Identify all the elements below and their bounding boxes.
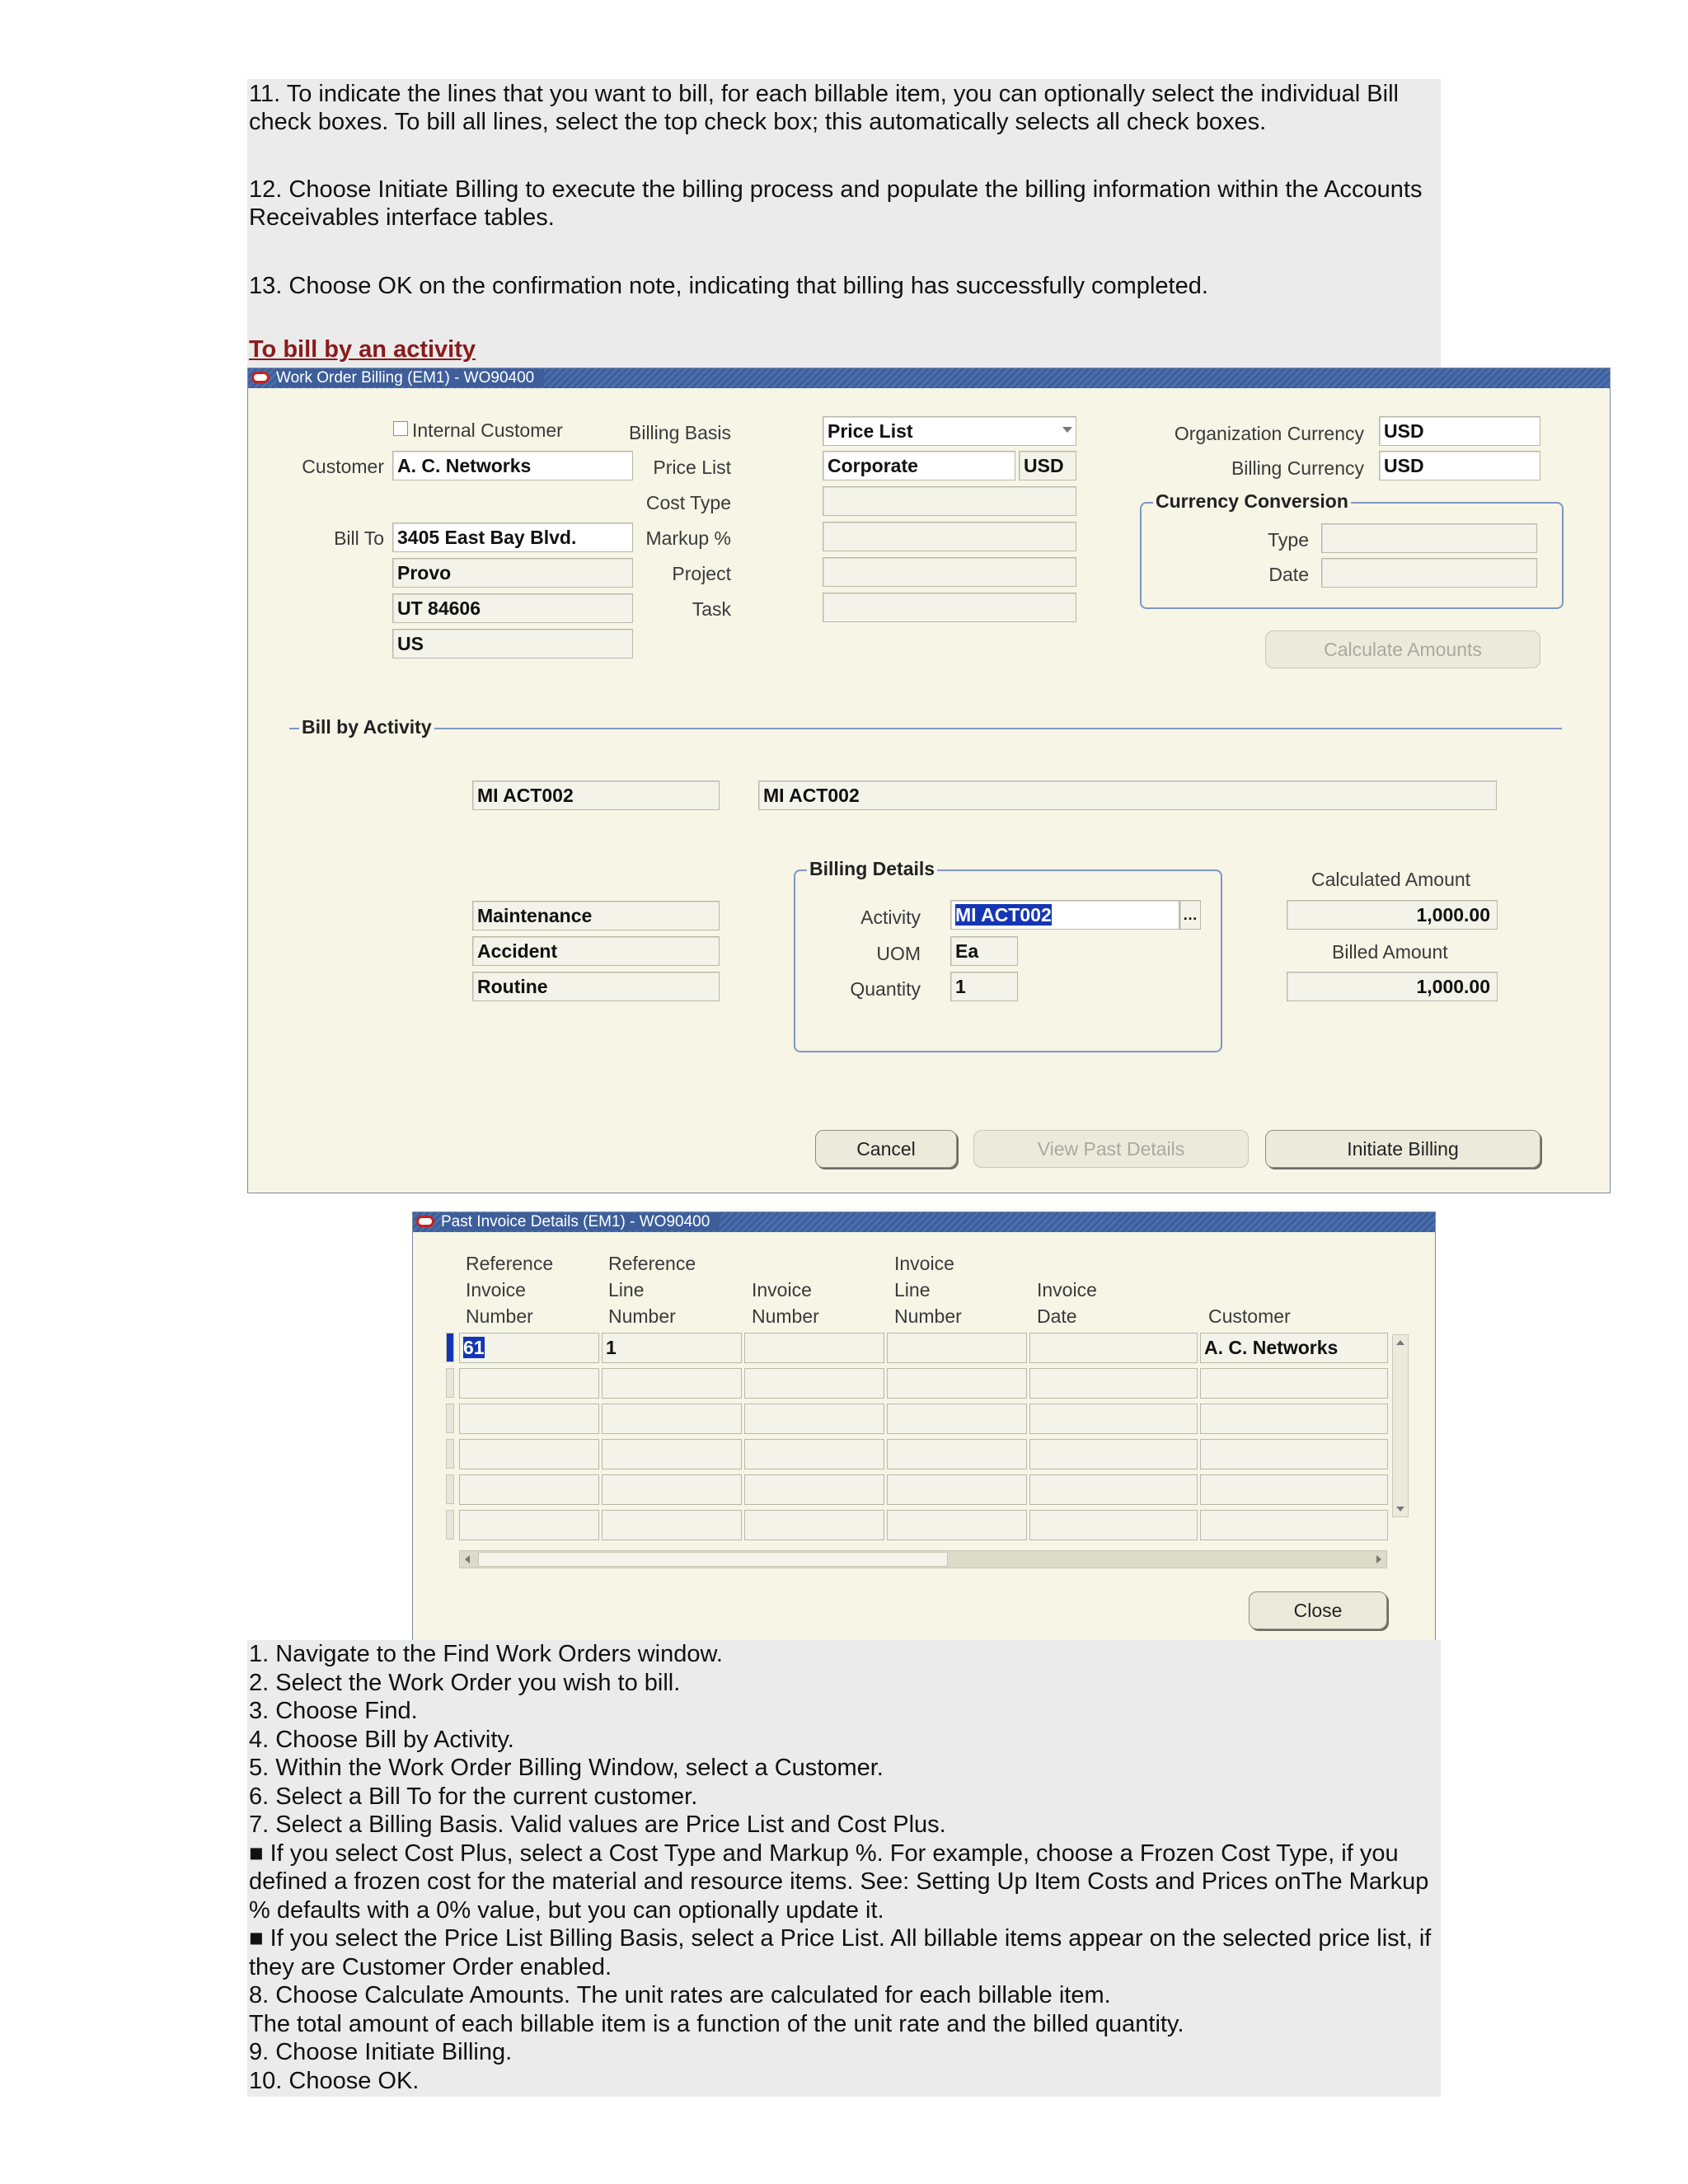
billing-basis-value: Price List — [828, 420, 913, 442]
row-indicator[interactable] — [446, 1439, 454, 1469]
table-cell[interactable] — [744, 1439, 884, 1469]
price-list-label: Price List — [653, 457, 731, 478]
paragraph-step-12: 12. Choose Initiate Billing to execute the billing process and populate the billing information within the Accounts Receivables interface tables. — [249, 176, 1423, 231]
billing-currency-field[interactable]: USD — [1379, 451, 1540, 480]
step-item: 4. Choose Bill by Activity. — [249, 1726, 514, 1753]
billing-basis-select[interactable] — [823, 416, 1076, 446]
row-indicator[interactable] — [446, 1474, 454, 1504]
table-cell[interactable] — [459, 1439, 599, 1469]
cancel-button[interactable]: Cancel — [815, 1130, 957, 1168]
table-cell[interactable] — [1029, 1404, 1198, 1434]
conversion-type-field[interactable] — [1321, 523, 1537, 553]
customer-label: Customer — [302, 456, 384, 477]
activity-source-field: Accident — [472, 936, 720, 966]
internal-customer-checkbox[interactable] — [393, 421, 408, 436]
table-cell[interactable] — [1029, 1510, 1198, 1540]
table-cell[interactable] — [1029, 1333, 1198, 1363]
activity-label: Activity — [860, 907, 921, 928]
table-cell[interactable] — [744, 1404, 884, 1434]
billed-amount-label: Billed Amount — [1332, 941, 1448, 963]
cost-type-label: Cost Type — [645, 492, 731, 513]
step-item: 9. Choose Initiate Billing. — [249, 2039, 513, 2065]
billing-basis-label: Billing Basis — [629, 422, 731, 443]
steps-list — [249, 1640, 1436, 2095]
markup-field[interactable] — [823, 522, 1076, 551]
calculated-amount-label: Calculated Amount — [1311, 869, 1471, 890]
markup-label: Markup % — [645, 527, 731, 549]
conversion-type-label: Type — [1268, 529, 1309, 551]
view-past-details-button[interactable]: View Past Details — [973, 1130, 1249, 1168]
conversion-date-field[interactable] — [1321, 558, 1537, 588]
past-invoice-details-window — [412, 1212, 1436, 1642]
close-button[interactable]: Close — [1249, 1591, 1387, 1629]
billing-window-title: Work Order Billing (EM1) - WO90400 — [276, 369, 544, 387]
step-item: 7. Select a Billing Basis. Valid values are Price List and Cost Plus. — [249, 1811, 946, 1838]
bill-to-label: Bill To — [334, 527, 384, 549]
table-cell[interactable]: 1 — [602, 1333, 742, 1363]
table-cell[interactable] — [459, 1368, 599, 1399]
table-cell[interactable] — [602, 1510, 742, 1540]
cost-type-field[interactable] — [823, 486, 1076, 516]
table-cell[interactable] — [602, 1368, 742, 1399]
scroll-right-arrow-icon[interactable] — [1376, 1555, 1381, 1563]
project-field[interactable] — [823, 557, 1076, 587]
paragraph-step-11: 11. To indicate the lines that you want to bill, for each billable item, you can optionally select the individual Bill check boxes. To bill all lines, select the top check box; this automatically selects all check boxes. — [249, 81, 1399, 135]
header-customer: Customer — [1208, 1305, 1291, 1327]
section-heading: To bill by an activity — [249, 336, 476, 363]
step-item: 2. Select the Work Order you wish to bill. — [249, 1669, 681, 1696]
billing-currency-label: Billing Currency — [1231, 457, 1364, 479]
quantity-label: Quantity — [850, 978, 921, 1000]
step-item: 6. Select a Bill To for the current customer. — [249, 1783, 698, 1810]
table-cell[interactable] — [1200, 1368, 1388, 1399]
table-cell[interactable] — [887, 1510, 1027, 1540]
horizontal-scrollbar[interactable] — [459, 1550, 1387, 1568]
table-cell[interactable] — [887, 1333, 1027, 1363]
step-item: 1. Navigate to the Find Work Orders window. — [249, 1641, 723, 1667]
header-invoice-date: Invoice Date — [1037, 1279, 1097, 1327]
calculated-amount-field: 1,000.00 — [1287, 900, 1498, 930]
activity-type-field: Maintenance — [472, 901, 720, 930]
scroll-down-arrow-icon[interactable] — [1396, 1507, 1404, 1511]
table-cell[interactable] — [459, 1474, 599, 1505]
activity-value: MI ACT002 — [955, 904, 1052, 926]
org-currency-field: USD — [1379, 416, 1540, 446]
price-list-field[interactable]: Corporate — [823, 451, 1015, 480]
table-cell[interactable] — [459, 1404, 599, 1434]
step-item: ■ If you select Cost Plus, select a Cost Type and Markup %. For example, choose a Frozen Cost Type, if you defined a frozen cost for the material and resource items. See: Setting Up Item Costs and Prices onThe Markup % defaults with a 0% value, but you can optionally update it. — [249, 1840, 1429, 1924]
task-field[interactable] — [823, 593, 1076, 622]
task-label: Task — [692, 598, 731, 620]
calculate-amounts-button[interactable]: Calculate Amounts — [1265, 630, 1540, 668]
table-cell[interactable] — [887, 1368, 1027, 1399]
conversion-date-label: Date — [1268, 564, 1309, 585]
table-cell[interactable] — [459, 1333, 599, 1363]
currency-conversion-title: Currency Conversion — [1153, 490, 1351, 513]
uom-label: UOM — [876, 943, 921, 964]
step-item: 5. Within the Work Order Billing Window, select a Customer. — [249, 1755, 884, 1781]
row-indicator[interactable] — [446, 1510, 454, 1540]
asset-activity-field[interactable]: MI ACT002 — [472, 780, 720, 810]
org-currency-label: Organization Currency — [1174, 423, 1364, 444]
invoice-window-titlebar[interactable] — [413, 1212, 1435, 1232]
vertical-scrollbar[interactable] — [1392, 1334, 1409, 1517]
bill-to-line-1[interactable]: 3405 East Bay Blvd. — [392, 523, 633, 552]
table-cell[interactable] — [1200, 1474, 1388, 1505]
table-cell[interactable] — [1200, 1404, 1388, 1434]
table-cell[interactable] — [1029, 1439, 1198, 1469]
customer-field[interactable]: A. C. Networks — [392, 451, 633, 480]
row-indicator[interactable] — [446, 1333, 454, 1362]
bill-to-line-3[interactable]: UT 84606 — [392, 593, 633, 623]
billed-amount-field[interactable]: 1,000.00 — [1287, 972, 1498, 1001]
header-ref-line-number: Reference Line Number — [608, 1253, 696, 1327]
bill-to-line-2[interactable]: Provo — [392, 558, 633, 588]
chevron-down-icon — [1062, 427, 1072, 433]
step-item: 10. Choose OK. — [249, 2067, 420, 2094]
table-cell[interactable] — [602, 1439, 742, 1469]
currency-conversion-group — [1140, 502, 1564, 609]
table-cell[interactable] — [887, 1404, 1027, 1434]
step-item: 8. Choose Calculate Amounts. The unit rates are calculated for each billable item. — [249, 1982, 1111, 2008]
initiate-billing-button[interactable]: Initiate Billing — [1265, 1130, 1540, 1168]
table-cell[interactable]: A. C. Networks — [1200, 1333, 1388, 1363]
uom-field: Ea — [950, 936, 1018, 966]
scroll-thumb[interactable] — [478, 1552, 948, 1567]
quantity-field[interactable]: 1 — [950, 972, 1018, 1001]
step-item: ■ If you select the Price List Billing Basis, select a Price List. All billable items appear on the selected price list, if they are Customer Order enabled. — [249, 1925, 1432, 1980]
asset-activity-description-field: MI ACT002 — [758, 780, 1497, 810]
table-cell[interactable] — [1200, 1510, 1388, 1540]
paragraph-step-13: 13. Choose OK on the confirmation note, indicating that billing has successfully completed. — [249, 273, 1208, 299]
activity-cause-field: Routine — [472, 972, 720, 1001]
row-indicator[interactable] — [446, 1368, 454, 1398]
bill-by-activity-title: Bill by Activity — [299, 716, 434, 738]
bill-to-line-4[interactable]: US — [392, 629, 633, 658]
ref-invoice-number-value: 61 — [463, 1337, 485, 1358]
oracle-logo-icon — [416, 1216, 434, 1227]
activity-lov-button[interactable]: … — [1179, 900, 1201, 930]
table-cell[interactable] — [744, 1474, 884, 1505]
activity-field[interactable] — [950, 900, 1179, 930]
table-cell[interactable] — [1200, 1439, 1388, 1469]
invoice-window-title: Past Invoice Details (EM1) - WO90400 — [441, 1213, 720, 1230]
table-cell[interactable] — [887, 1474, 1027, 1505]
table-cell[interactable] — [887, 1439, 1027, 1469]
table-cell[interactable] — [1029, 1368, 1198, 1399]
header-ref-invoice-number: Reference Invoice Number — [466, 1253, 554, 1327]
billing-window-titlebar[interactable] — [248, 368, 1610, 388]
table-cell[interactable] — [744, 1510, 884, 1540]
scroll-up-arrow-icon[interactable] — [1396, 1340, 1404, 1345]
table-cell[interactable] — [602, 1404, 742, 1434]
project-label: Project — [672, 563, 731, 584]
table-cell[interactable] — [602, 1474, 742, 1505]
billing-details-title: Billing Details — [807, 858, 937, 880]
table-cell[interactable] — [744, 1368, 884, 1399]
header-invoice-line-number: Invoice Line Number — [894, 1253, 962, 1327]
internal-customer-label: Internal Customer — [412, 419, 563, 441]
step-item: 3. Choose Find. — [249, 1698, 418, 1724]
scroll-left-arrow-icon[interactable] — [465, 1555, 470, 1563]
step-item: The total amount of each billable item is a function of the unit rate and the billed quantity. — [249, 2010, 1184, 2037]
price-list-currency-field: USD — [1019, 451, 1076, 480]
table-cell[interactable] — [459, 1510, 599, 1540]
work-order-billing-window — [247, 368, 1611, 1193]
table-cell[interactable] — [1029, 1474, 1198, 1505]
header-invoice-number: Invoice Number — [752, 1279, 819, 1327]
bill-by-activity-divider — [289, 728, 1562, 729]
row-indicator[interactable] — [446, 1404, 454, 1433]
oracle-logo-icon — [251, 372, 270, 383]
table-cell[interactable] — [744, 1333, 884, 1363]
